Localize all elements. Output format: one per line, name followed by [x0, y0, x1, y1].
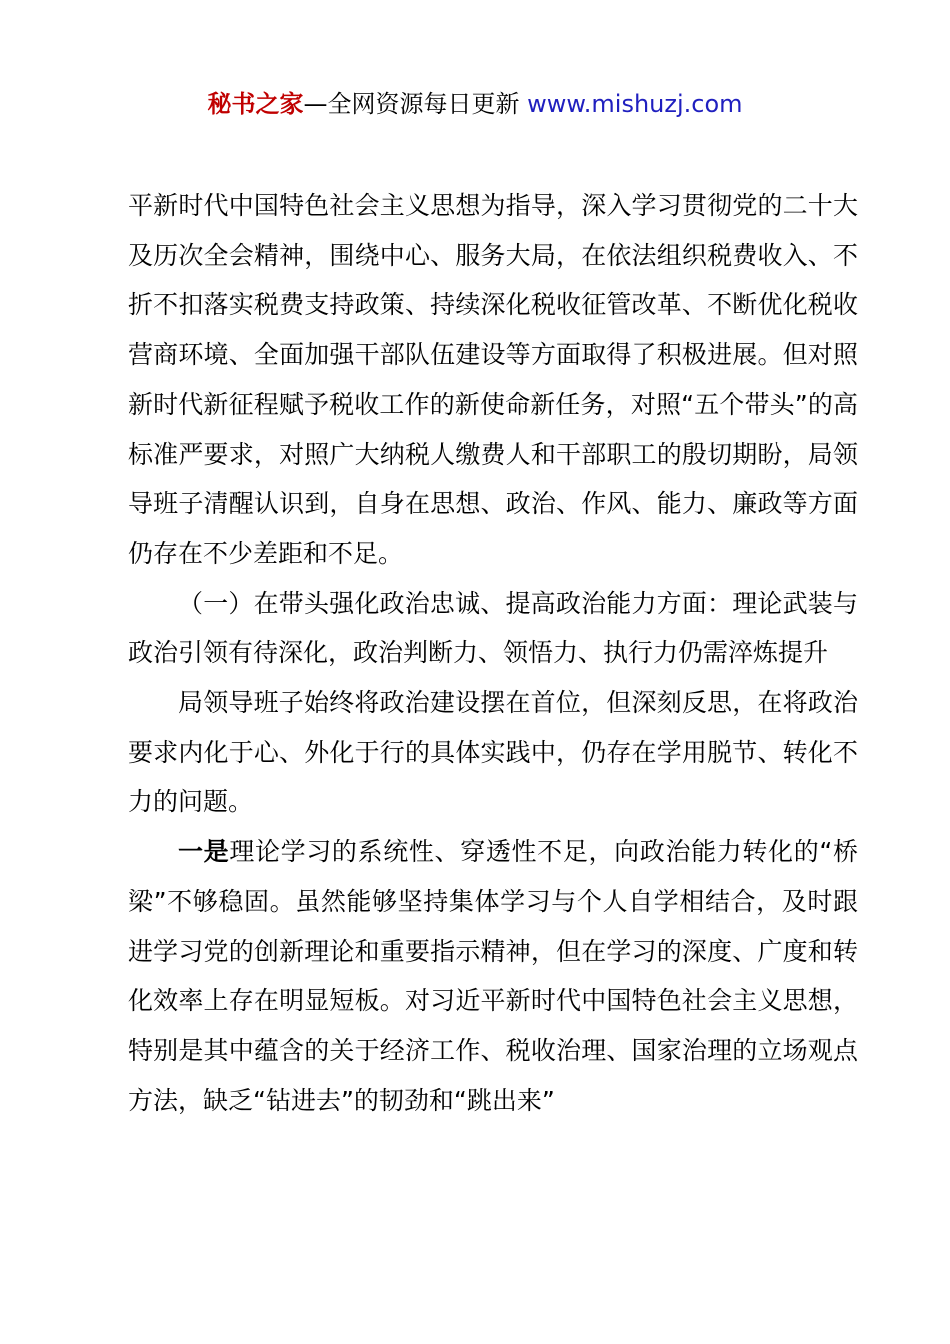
paragraph-continuation [128, 181, 858, 579]
paragraph-text: 理论学习的系统性、穿透性不足，向政治能力转化的“桥梁”不够稳固。虽然能够坚持集体学习与个人自学相结合，及时跟进学习党的创新理论和重要指示精神，但在学习的深度、广度和转化效率上存在明显短板。对习近平新时代中国特色社会主义思想，特别是其中蕴含的关于经济工作、税收治理、国家治理的立场观点方法，缺乏“钻进去”的韧劲和“跳出来” [128, 837, 858, 1115]
paragraph-text: 局领导班子始终将政治建设摆在首位，但深刻反思，在将政治要求内化于心、外化于行的具体实践中，仍存在学用脱节、转化不力的问题。 [128, 688, 858, 817]
section-heading-text: （一）在带头强化政治忠诚、提高政治能力方面：理论武装与政治引领有待深化，政治判断力、领悟力、执行力仍需淬炼提升 [128, 588, 858, 668]
point-lead: 一是 [178, 837, 230, 867]
section-heading [128, 579, 858, 678]
document-body [128, 181, 858, 1125]
brand-name: 秘书之家 [207, 90, 304, 118]
header-tagline: —全网资源每日更新 [303, 90, 528, 118]
paragraph [128, 678, 858, 827]
paragraph-point-one [128, 827, 858, 1125]
paragraph-text: 平新时代中国特色社会主义思想为指导，深入学习贯彻党的二十大及历次全会精神，围绕中心、服务大局，在依法组织税费收入、不折不扣落实税费支持政策、持续深化税收征管改革、不断优化税收营商环境、全面加强干部队伍建设等方面取得了积极进展。但对照新时代新征程赋予税收工作的新使命新任务，对照“五个带头”的高标准严要求，对照广大纳税人缴费人和干部职工的殷切期盼，局领导班子清醒认识到，自身在思想、政治、作风、能力、廉政等方面仍存在不少差距和不足。 [128, 191, 858, 568]
website-url[interactable]: www.mishuzj.com [527, 90, 743, 118]
page-header [0, 86, 950, 122]
